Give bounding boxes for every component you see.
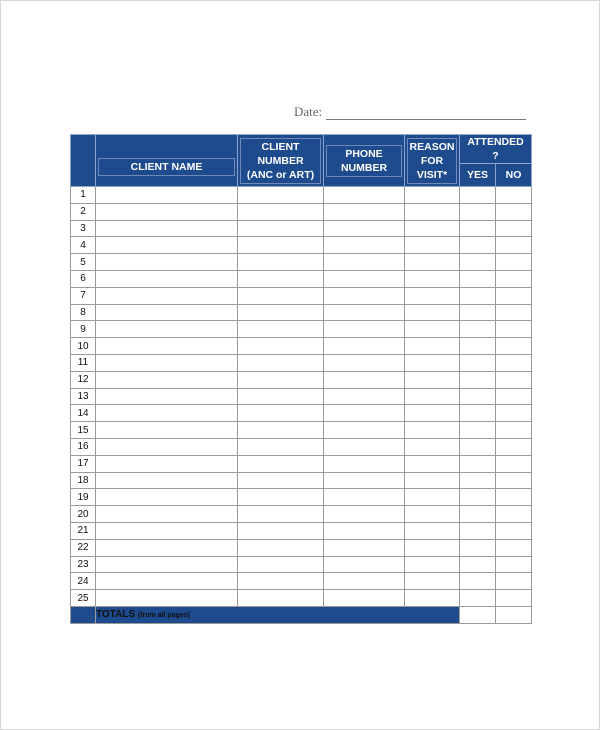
reason-cell[interactable] xyxy=(405,354,460,371)
phone-number-header xyxy=(324,135,405,187)
reason-cell[interactable] xyxy=(405,304,460,321)
phone-number-cell[interactable] xyxy=(324,338,405,355)
date-line xyxy=(294,104,526,120)
attended-yes-cell[interactable] xyxy=(460,405,496,422)
client-number-cell[interactable] xyxy=(238,405,324,422)
attended-yes-cell[interactable] xyxy=(460,270,496,287)
phone-number-cell[interactable] xyxy=(324,438,405,455)
phone-number-cell[interactable] xyxy=(324,203,405,220)
phone-header-line1: PHONE xyxy=(345,147,383,160)
client-name-cell[interactable] xyxy=(96,522,238,539)
client-number-cell[interactable] xyxy=(238,187,324,204)
table-row xyxy=(71,304,532,321)
row-number: 14 xyxy=(71,405,96,422)
phone-number-cell[interactable] xyxy=(324,237,405,254)
client-name-cell[interactable] xyxy=(96,354,238,371)
phone-number-cell[interactable] xyxy=(324,187,405,204)
row-number-header xyxy=(71,135,96,187)
phone-number-cell[interactable] xyxy=(324,388,405,405)
client-name-cell[interactable] xyxy=(96,203,238,220)
client-name-cell[interactable] xyxy=(96,455,238,472)
phone-number-cell[interactable] xyxy=(324,287,405,304)
phone-number-cell[interactable] xyxy=(324,522,405,539)
phone-number-header-box xyxy=(326,145,402,177)
phone-number-cell[interactable] xyxy=(324,455,405,472)
attended-yes-cell[interactable] xyxy=(460,354,496,371)
table-row xyxy=(71,539,532,556)
table-row xyxy=(71,455,532,472)
row-number: 19 xyxy=(71,489,96,506)
client-number-cell[interactable] xyxy=(238,237,324,254)
client-name-cell[interactable] xyxy=(96,371,238,388)
attended-yes-cell[interactable] xyxy=(460,388,496,405)
yes-header-text: YES xyxy=(466,169,488,181)
phone-number-cell[interactable] xyxy=(324,590,405,607)
table-row xyxy=(71,338,532,355)
client-name-cell[interactable] xyxy=(96,287,238,304)
attended-no-cell[interactable] xyxy=(496,220,532,237)
client-number-cell[interactable] xyxy=(238,254,324,271)
table-body xyxy=(71,187,532,607)
row-number: 2 xyxy=(71,203,96,220)
attended-yes-cell[interactable] xyxy=(460,472,496,489)
client-name-cell[interactable] xyxy=(96,438,238,455)
reason-header-box xyxy=(407,138,457,184)
table-row xyxy=(71,388,532,405)
reason-cell[interactable] xyxy=(405,270,460,287)
row-number: 7 xyxy=(71,287,96,304)
phone-number-cell[interactable] xyxy=(324,506,405,523)
reason-cell[interactable] xyxy=(405,203,460,220)
row-number: 17 xyxy=(71,455,96,472)
row-number: 24 xyxy=(71,573,96,590)
client-name-cell[interactable] xyxy=(96,556,238,573)
attended-yes-cell[interactable] xyxy=(460,321,496,338)
attended-yes-cell[interactable] xyxy=(460,254,496,271)
table-row xyxy=(71,371,532,388)
client-name-cell[interactable] xyxy=(96,237,238,254)
reason-cell[interactable] xyxy=(405,539,460,556)
client-number-cell[interactable] xyxy=(238,304,324,321)
attended-no-cell[interactable] xyxy=(496,556,532,573)
attended-no-cell[interactable] xyxy=(496,590,532,607)
phone-number-cell[interactable] xyxy=(324,405,405,422)
row-number: 13 xyxy=(71,388,96,405)
client-name-cell[interactable] xyxy=(96,254,238,271)
row-number: 12 xyxy=(71,371,96,388)
client-number-cell[interactable] xyxy=(238,556,324,573)
table-row xyxy=(71,220,532,237)
phone-number-cell[interactable] xyxy=(324,254,405,271)
totals-lead-cell xyxy=(71,606,96,623)
client-name-cell[interactable] xyxy=(96,489,238,506)
phone-number-cell[interactable] xyxy=(324,489,405,506)
phone-header-line2: NUMBER xyxy=(340,161,388,174)
row-number: 18 xyxy=(71,472,96,489)
row-number: 6 xyxy=(71,270,96,287)
client-name-cell[interactable] xyxy=(96,472,238,489)
attended-no-cell[interactable] xyxy=(496,455,532,472)
attended-yes-cell[interactable] xyxy=(460,522,496,539)
client-number-cell[interactable] xyxy=(238,338,324,355)
table-row xyxy=(71,187,532,204)
client-number-cell[interactable] xyxy=(238,573,324,590)
row-number: 10 xyxy=(71,338,96,355)
attended-yes-cell[interactable] xyxy=(460,220,496,237)
attended-yes-cell[interactable] xyxy=(460,590,496,607)
reason-cell[interactable] xyxy=(405,590,460,607)
client-log-table xyxy=(70,134,532,624)
attended-no-cell[interactable] xyxy=(496,472,532,489)
totals-yes-cell[interactable] xyxy=(460,606,496,623)
attended-no-cell[interactable] xyxy=(496,489,532,506)
table-row xyxy=(71,472,532,489)
attended-yes-cell[interactable] xyxy=(460,237,496,254)
table-row xyxy=(71,203,532,220)
row-number: 9 xyxy=(71,321,96,338)
client-name-cell[interactable] xyxy=(96,304,238,321)
reason-cell[interactable] xyxy=(405,573,460,590)
client-number-cell[interactable] xyxy=(238,506,324,523)
row-number: 16 xyxy=(71,438,96,455)
client-number-cell[interactable] xyxy=(238,388,324,405)
attended-yes-cell[interactable] xyxy=(460,203,496,220)
client-number-cell[interactable] xyxy=(238,489,324,506)
date-label: Date: xyxy=(294,104,323,119)
client-name-cell[interactable] xyxy=(96,388,238,405)
attended-yes-cell[interactable] xyxy=(460,338,496,355)
totals-sublabel: (from all pages) xyxy=(137,612,190,620)
reason-cell[interactable] xyxy=(405,187,460,204)
client-name-header-box xyxy=(98,158,235,176)
table-row xyxy=(71,321,532,338)
client-number-header-box xyxy=(240,138,321,184)
reason-cell[interactable] xyxy=(405,254,460,271)
phone-number-cell[interactable] xyxy=(324,422,405,439)
row-number: 21 xyxy=(71,522,96,539)
attended-no-cell[interactable] xyxy=(496,237,532,254)
row-number: 11 xyxy=(71,354,96,371)
reason-header-line1: REASON xyxy=(409,140,455,153)
client-number-cell[interactable] xyxy=(238,203,324,220)
reason-cell[interactable] xyxy=(405,287,460,304)
row-number: 8 xyxy=(71,304,96,321)
reason-cell[interactable] xyxy=(405,422,460,439)
attended-yes-cell[interactable] xyxy=(460,506,496,523)
client-name-cell[interactable] xyxy=(96,573,238,590)
client-number-header-line3: (ANC or ART) xyxy=(246,168,315,181)
attended-yes-header xyxy=(460,164,496,187)
reason-cell[interactable] xyxy=(405,371,460,388)
phone-number-cell[interactable] xyxy=(324,304,405,321)
client-name-cell[interactable] xyxy=(96,422,238,439)
client-number-cell[interactable] xyxy=(238,321,324,338)
attended-yes-cell[interactable] xyxy=(460,422,496,439)
phone-number-cell[interactable] xyxy=(324,371,405,388)
attended-yes-cell[interactable] xyxy=(460,371,496,388)
attended-yes-cell[interactable] xyxy=(460,438,496,455)
attended-no-header xyxy=(496,164,532,187)
reason-for-visit-header xyxy=(405,135,460,187)
phone-number-cell[interactable] xyxy=(324,220,405,237)
client-name-cell[interactable] xyxy=(96,270,238,287)
attended-yes-cell[interactable] xyxy=(460,489,496,506)
attended-no-cell[interactable] xyxy=(496,422,532,439)
attended-yes-cell[interactable] xyxy=(460,539,496,556)
client-name-cell[interactable] xyxy=(96,405,238,422)
phone-number-cell[interactable] xyxy=(324,354,405,371)
client-number-cell[interactable] xyxy=(238,522,324,539)
client-name-cell[interactable] xyxy=(96,220,238,237)
reason-cell[interactable] xyxy=(405,522,460,539)
table-row xyxy=(71,405,532,422)
client-number-cell[interactable] xyxy=(238,354,324,371)
attended-yes-cell[interactable] xyxy=(460,556,496,573)
attended-header-line1: ATTENDED xyxy=(467,136,524,148)
table-row xyxy=(71,506,532,523)
attended-no-cell[interactable] xyxy=(496,506,532,523)
client-number-cell[interactable] xyxy=(238,472,324,489)
phone-number-cell[interactable] xyxy=(324,539,405,556)
phone-number-cell[interactable] xyxy=(324,556,405,573)
attended-no-cell[interactable] xyxy=(496,371,532,388)
reason-cell[interactable] xyxy=(405,388,460,405)
reason-cell[interactable] xyxy=(405,321,460,338)
row-number: 4 xyxy=(71,237,96,254)
client-number-cell[interactable] xyxy=(238,455,324,472)
reason-cell[interactable] xyxy=(405,220,460,237)
row-number: 3 xyxy=(71,220,96,237)
attended-no-cell[interactable] xyxy=(496,405,532,422)
client-number-cell[interactable] xyxy=(238,371,324,388)
client-number-header-line2: NUMBER xyxy=(257,154,304,167)
client-number-cell[interactable] xyxy=(238,287,324,304)
client-number-cell[interactable] xyxy=(238,590,324,607)
client-number-cell[interactable] xyxy=(238,438,324,455)
table-row xyxy=(71,556,532,573)
phone-number-cell[interactable] xyxy=(324,270,405,287)
client-number-cell[interactable] xyxy=(238,539,324,556)
table-row xyxy=(71,354,532,371)
attended-yes-cell[interactable] xyxy=(460,455,496,472)
attended-no-cell[interactable] xyxy=(496,338,532,355)
attended-no-cell[interactable] xyxy=(496,203,532,220)
client-name-cell[interactable] xyxy=(96,187,238,204)
date-blank-field[interactable] xyxy=(326,107,526,120)
table-row xyxy=(71,254,532,271)
table-row xyxy=(71,590,532,607)
client-number-header-line1: CLIENT xyxy=(261,140,300,153)
totals-row xyxy=(71,606,532,623)
phone-number-cell[interactable] xyxy=(324,321,405,338)
attended-no-cell[interactable] xyxy=(496,438,532,455)
table-row xyxy=(71,287,532,304)
table-row xyxy=(71,438,532,455)
client-name-cell[interactable] xyxy=(96,590,238,607)
attended-no-cell[interactable] xyxy=(496,522,532,539)
table-row xyxy=(71,270,532,287)
client-number-cell[interactable] xyxy=(238,220,324,237)
client-number-header xyxy=(238,135,324,187)
attended-no-cell[interactable] xyxy=(496,270,532,287)
totals-no-cell[interactable] xyxy=(496,606,532,623)
attended-no-cell[interactable] xyxy=(496,187,532,204)
attended-no-cell[interactable] xyxy=(496,254,532,271)
client-number-cell[interactable] xyxy=(238,270,324,287)
table-row xyxy=(71,522,532,539)
table-row xyxy=(71,422,532,439)
reason-cell[interactable] xyxy=(405,438,460,455)
attended-no-cell[interactable] xyxy=(496,573,532,590)
attended-yes-cell[interactable] xyxy=(460,287,496,304)
table-row xyxy=(71,489,532,506)
row-number: 1 xyxy=(71,187,96,204)
attended-no-cell[interactable] xyxy=(496,354,532,371)
client-name-header-text: CLIENT NAME xyxy=(130,160,203,173)
reason-cell[interactable] xyxy=(405,405,460,422)
attended-yes-cell[interactable] xyxy=(460,573,496,590)
attended-no-cell[interactable] xyxy=(496,287,532,304)
reason-cell[interactable] xyxy=(405,338,460,355)
reason-cell[interactable] xyxy=(405,489,460,506)
totals-label-cell xyxy=(96,606,460,623)
reason-cell[interactable] xyxy=(405,556,460,573)
attended-no-cell[interactable] xyxy=(496,539,532,556)
client-name-header xyxy=(96,135,238,187)
attended-no-cell[interactable] xyxy=(496,304,532,321)
client-name-cell[interactable] xyxy=(96,338,238,355)
attended-header xyxy=(460,135,532,164)
row-number: 22 xyxy=(71,539,96,556)
table-row xyxy=(71,237,532,254)
reason-cell[interactable] xyxy=(405,506,460,523)
phone-number-cell[interactable] xyxy=(324,472,405,489)
row-number: 23 xyxy=(71,556,96,573)
row-number: 25 xyxy=(71,590,96,607)
reason-header-line2: FOR xyxy=(420,154,444,167)
row-number: 20 xyxy=(71,506,96,523)
attended-yes-cell[interactable] xyxy=(460,187,496,204)
attended-no-cell[interactable] xyxy=(496,388,532,405)
row-number: 15 xyxy=(71,422,96,439)
client-name-cell[interactable] xyxy=(96,321,238,338)
attended-no-cell[interactable] xyxy=(496,321,532,338)
row-number: 5 xyxy=(71,254,96,271)
client-name-cell[interactable] xyxy=(96,539,238,556)
phone-number-cell[interactable] xyxy=(324,573,405,590)
reason-header-line3: VISIT* xyxy=(416,168,448,181)
table-row xyxy=(71,573,532,590)
totals-label: TOTALS xyxy=(96,609,136,621)
reason-cell[interactable] xyxy=(405,237,460,254)
attended-header-line2: ? xyxy=(492,150,499,162)
reason-cell[interactable] xyxy=(405,455,460,472)
reason-cell[interactable] xyxy=(405,472,460,489)
no-header-text: NO xyxy=(505,169,522,181)
client-name-cell[interactable] xyxy=(96,506,238,523)
client-number-cell[interactable] xyxy=(238,422,324,439)
attended-yes-cell[interactable] xyxy=(460,304,496,321)
